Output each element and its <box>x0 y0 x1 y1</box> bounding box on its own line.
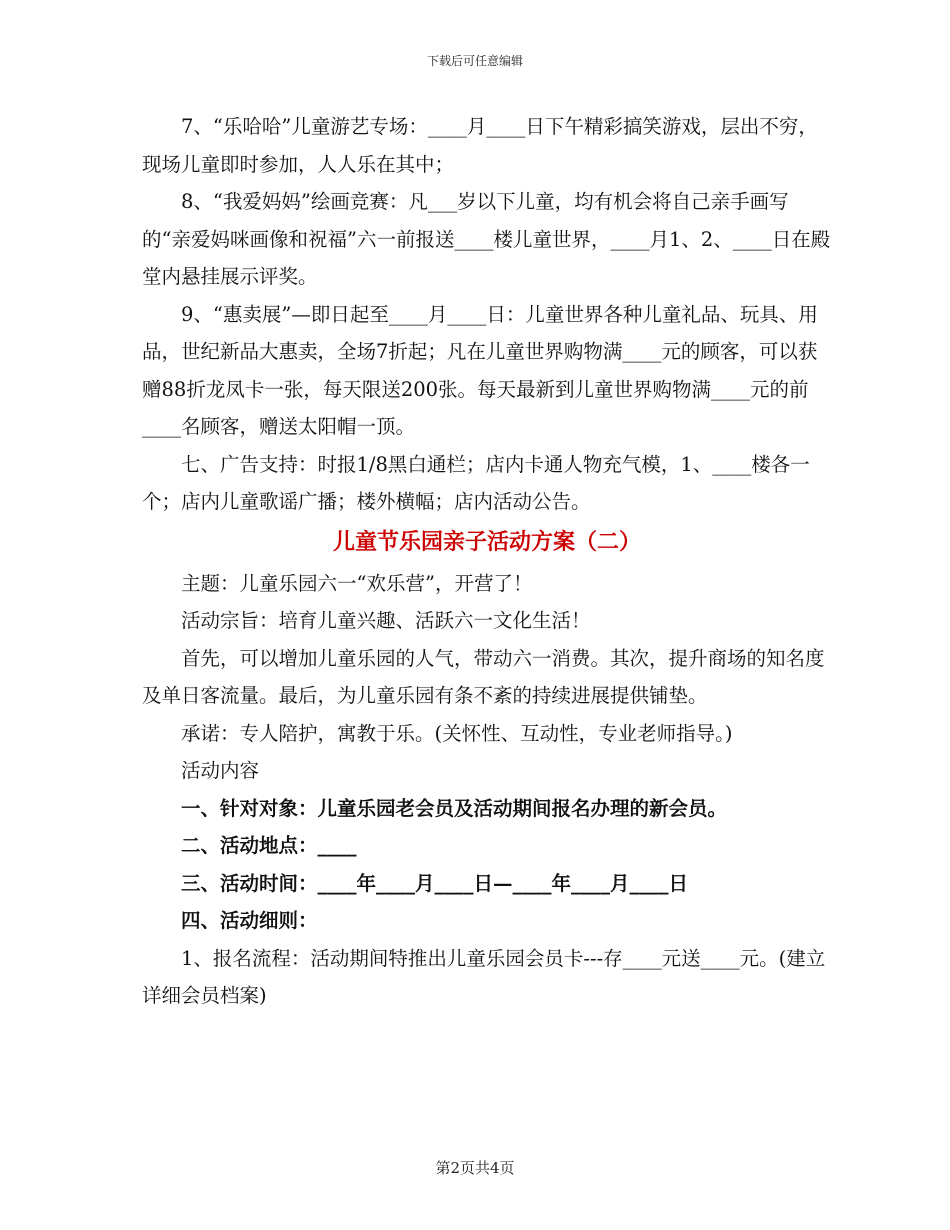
document-body <box>142 108 832 1015</box>
page-header: 下载后可任意编辑 <box>426 54 523 68</box>
paragraph-first: 首先，可以增加儿童乐园的人气，带动六一消费。其次，提升商场的知名度及单日客流量。最后，为儿童乐园有条不紊的持续进展提供铺垫。 <box>142 646 825 707</box>
paragraph-target: 一、针对对象：儿童乐园老会员及活动期间报名办理的新会员。 <box>181 796 728 820</box>
paragraph-location: 二、活动地点：____ <box>181 834 357 857</box>
paragraph-theme: 主题：儿童乐园六一“欢乐营”，开营了！ <box>181 571 533 595</box>
paragraph-item-9: 9、“惠卖展”—即日起至____月____日：儿童世界各种儿童礼品、玩具、用品，世纪新品大惠卖，全场7折起；凡在儿童世界购物满____元的顾客，可以获赠88折龙凤卡一张，每天限送200张。每天最新到儿童世界购物满____元的前____名顾客，赠送太阳帽一顶。 <box>142 302 818 438</box>
paragraph-ad-support: 七、广告支持：时报1/8黑白通栏；店内卡通人物充气模，1、____楼各一个；店内儿童歌谣广播；楼外横幅；店内活动公告。 <box>142 452 810 513</box>
paragraph-item-7: 7、“乐哈哈”儿童游艺专场：____月____日下午精彩搞笑游戏，层出不穷，现场儿童即时参加，人人乐在其中； <box>142 115 818 176</box>
section-title: 儿童节乐园亲子活动方案（二） <box>332 529 641 555</box>
paragraph-registration: 1、报名流程：活动期间特推出儿童乐园会员卡---存____元送____元。(建立详细会员档案) <box>142 946 826 1007</box>
paragraph-rules: 四、活动细则： <box>181 909 318 932</box>
paragraph-purpose: 活动宗旨：培育儿童兴趣、活跃六一文化生活！ <box>181 609 591 632</box>
paragraph-item-8: 8、“我爱妈妈”绘画竞赛：凡___岁以下儿童，均有机会将自己亲手画写的“亲爱妈咪画像和祝福”六一前报送____楼儿童世界，____月1、2、____日在殿堂内悬挂展示评奖。 <box>142 190 831 288</box>
paragraph-content-heading: 活动内容 <box>181 759 260 782</box>
page-footer: 第2页共4页 <box>435 1159 515 1177</box>
paragraph-time: 三、活动时间：____年____月____日—____年____月____日 <box>181 871 689 895</box>
paragraph-promise: 承诺：专人陪护，寓教于乐。(关怀性、互动性，专业老师指导。) <box>181 721 733 745</box>
